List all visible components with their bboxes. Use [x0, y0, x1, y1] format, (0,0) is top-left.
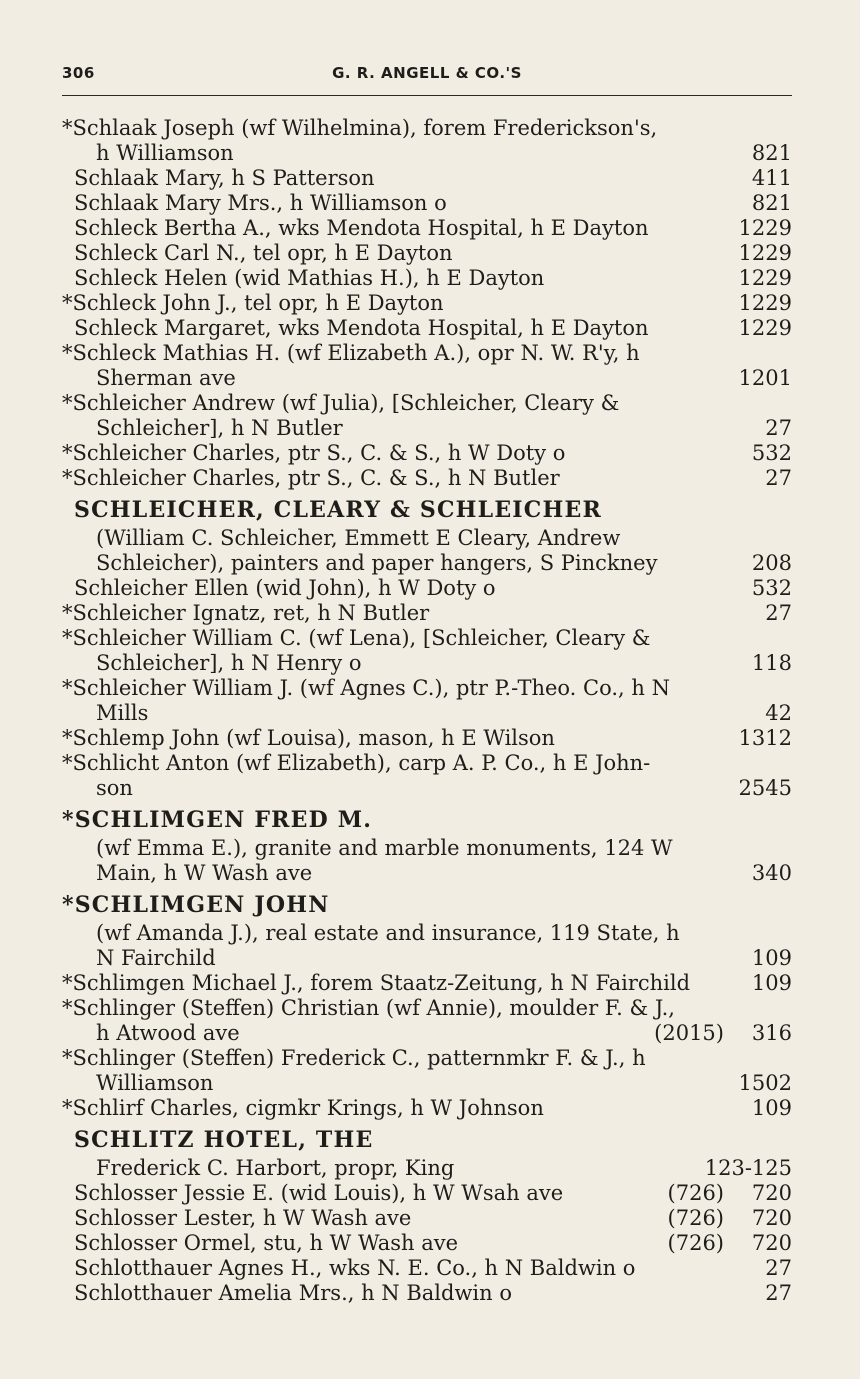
directory-entry	[62, 626, 792, 651]
entry-text: Schleck Carl N., tel opr, h E Dayton	[74, 241, 453, 265]
entry-number: 1229	[738, 241, 792, 265]
entry-number: 208	[751, 551, 792, 575]
directory-entry	[62, 191, 792, 216]
directory-entry	[62, 166, 792, 191]
page-header	[62, 64, 792, 86]
directory-entry	[62, 141, 792, 166]
page-number: 306	[62, 64, 95, 82]
entry-text: *Schlaak Joseph (wf Wilhelmina), forem Frederickson's,	[62, 116, 658, 140]
entry-number: 27	[765, 1256, 792, 1280]
directory-entry	[62, 391, 792, 416]
directory-entry	[62, 1281, 792, 1306]
entry-number: 1502	[738, 1071, 792, 1095]
directory-entry	[62, 726, 792, 751]
entry-number: 1229	[738, 291, 792, 315]
entry-phone: (726)	[667, 1231, 724, 1255]
entry-number: 720	[751, 1206, 792, 1230]
entry-text: *Schleicher Charles, ptr S., C. & S., h N Butler	[62, 466, 560, 490]
entry-text: Schlosser Jessie E. (wid Louis), h W Wsah ave	[74, 1181, 564, 1205]
directory-entry	[62, 1181, 792, 1206]
entry-text: Schleck Helen (wid Mathias H.), h E Dayton	[74, 266, 545, 290]
entry-number: 109	[751, 946, 792, 970]
entry-text: Schlosser Ormel, stu, h W Wash ave	[74, 1231, 459, 1255]
directory-entry	[62, 1046, 792, 1071]
entry-text: *Schleicher Charles, ptr S., C. & S., h W Doty o	[62, 441, 566, 465]
entry-text: Sherman ave	[96, 366, 236, 390]
directory-entry	[62, 1096, 792, 1121]
directory-entry	[62, 651, 792, 676]
entry-text: *Schlirf Charles, cigmkr Krings, h W Johnson	[62, 1096, 544, 1120]
entry-number: 109	[751, 971, 792, 995]
directory-entry	[62, 946, 792, 971]
entry-text: Schlaak Mary, h S Patterson	[74, 166, 375, 190]
entry-number: 1229	[738, 266, 792, 290]
directory-entry	[62, 861, 792, 886]
entry-text: Schleicher Ellen (wid John), h W Doty o	[74, 576, 496, 600]
entry-number: 1229	[738, 216, 792, 240]
entry-number: 316	[751, 1021, 792, 1045]
entry-text: Schleck Bertha A., wks Mendota Hospital, h E Dayton	[74, 216, 649, 240]
directory-entry	[62, 216, 792, 241]
entry-number: 123-125	[704, 1156, 792, 1180]
entry-text: (wf Amanda J.), real estate and insurance, 119 State, h	[96, 921, 680, 945]
entry-number: 411	[751, 166, 792, 190]
entry-text: *Schleck John J., tel opr, h E Dayton	[62, 291, 444, 315]
entry-text: *Schlinger (Steffen) Christian (wf Annie), moulder F. & J.,	[62, 996, 675, 1020]
directory-entry	[62, 1206, 792, 1231]
entry-number: 27	[765, 466, 792, 490]
entry-text: *Schlimgen Michael J., forem Staatz-Zeitung, h N Fairchild	[62, 971, 691, 995]
entry-phone: (726)	[667, 1181, 724, 1205]
entry-number: 118	[751, 651, 792, 675]
directory-entry	[62, 341, 792, 366]
entry-text: Main, h W Wash ave	[96, 861, 313, 885]
business-heading: *SCHLIMGEN FRED M.	[62, 807, 373, 833]
entry-text: *Schlemp John (wf Louisa), mason, h E Wilson	[62, 726, 555, 750]
entry-phone: (2015)	[654, 1021, 724, 1045]
entry-number: 720	[751, 1181, 792, 1205]
directory-entry	[62, 241, 792, 266]
entry-number: 27	[765, 416, 792, 440]
directory-entry	[62, 776, 792, 801]
header-rule	[62, 95, 792, 96]
entry-text: Frederick C. Harbort, propr, King	[96, 1156, 455, 1180]
entry-text: *Schleicher William C. (wf Lena), [Schleicher, Cleary &	[62, 626, 651, 650]
directory-entry	[62, 601, 792, 626]
entry-text: Williamson	[96, 1071, 214, 1095]
directory-entry	[62, 836, 792, 861]
entry-text: Schlaak Mary Mrs., h Williamson o	[74, 191, 447, 215]
entry-text: *Schlinger (Steffen) Frederick C., patternmkr F. & J., h	[62, 1046, 646, 1070]
directory-entry	[62, 116, 792, 141]
running-title: G. R. ANGELL & CO.'S	[332, 64, 522, 82]
entry-text: N Fairchild	[96, 946, 216, 970]
entry-number: 2545	[738, 776, 792, 800]
entry-text: son	[96, 776, 133, 800]
directory-entry	[62, 416, 792, 441]
directory-entry	[62, 1156, 792, 1181]
directory-entry	[62, 1071, 792, 1096]
entry-text: Schlotthauer Amelia Mrs., h N Baldwin o	[74, 1281, 512, 1305]
directory-entry	[62, 751, 792, 776]
entry-text: h Williamson	[96, 141, 234, 165]
entry-text: Schleck Margaret, wks Mendota Hospital, h E Dayton	[74, 316, 649, 340]
entry-number: 109	[751, 1096, 792, 1120]
entry-text: *Schleicher Ignatz, ret, h N Butler	[62, 601, 430, 625]
directory-entry	[62, 921, 792, 946]
directory-entry	[62, 266, 792, 291]
entry-text: Schleicher), painters and paper hangers, S Pinckney	[96, 551, 658, 575]
directory-entry	[62, 576, 792, 601]
business-heading: SCHLEICHER, CLEARY & SCHLEICHER	[74, 497, 602, 523]
entry-text: (wf Emma E.), granite and marble monuments, 124 W	[96, 836, 673, 860]
entry-number: 532	[751, 441, 792, 465]
directory-entry	[62, 1256, 792, 1281]
entry-number: 1229	[738, 316, 792, 340]
entry-number: 821	[751, 191, 792, 215]
directory-entry	[62, 466, 792, 491]
entry-text: Schleicher], h N Butler	[96, 416, 343, 440]
entry-text: *Schlicht Anton (wf Elizabeth), carp A. P. Co., h E John-	[62, 751, 651, 775]
entry-text: h Atwood ave	[96, 1021, 240, 1045]
entry-number: 27	[765, 1281, 792, 1305]
business-heading: SCHLITZ HOTEL, THE	[74, 1127, 374, 1153]
entry-number: 42	[765, 701, 792, 725]
directory-entry	[62, 1021, 792, 1046]
entry-text: Mills	[96, 701, 149, 725]
business-heading: *SCHLIMGEN JOHN	[62, 892, 330, 918]
entry-number: 1312	[738, 726, 792, 750]
directory-entry	[62, 996, 792, 1021]
entry-text: *Schleicher William J. (wf Agnes C.), ptr P.-Theo. Co., h N	[62, 676, 670, 700]
directory-entry	[62, 526, 792, 551]
entry-number: 532	[751, 576, 792, 600]
entry-number: 1201	[738, 366, 792, 390]
entry-number: 340	[751, 861, 792, 885]
entry-text: (William C. Schleicher, Emmett E Cleary, Andrew	[96, 526, 621, 550]
entry-text: Schlotthauer Agnes H., wks N. E. Co., h N Baldwin o	[74, 1256, 636, 1280]
entry-phone: (726)	[667, 1206, 724, 1230]
directory-entry	[62, 441, 792, 466]
entry-text: *Schleicher Andrew (wf Julia), [Schleicher, Cleary &	[62, 391, 620, 415]
entry-text: Schleicher], h N Henry o	[96, 651, 362, 675]
directory-listing	[62, 116, 792, 1306]
directory-entry	[62, 366, 792, 391]
directory-entry	[62, 551, 792, 576]
directory-entry	[62, 291, 792, 316]
directory-entry	[62, 1231, 792, 1256]
directory-entry	[62, 971, 792, 996]
entry-number: 821	[751, 141, 792, 165]
directory-entry	[62, 676, 792, 701]
entry-text: *Schleck Mathias H. (wf Elizabeth A.), opr N. W. R'y, h	[62, 341, 640, 365]
entry-number: 720	[751, 1231, 792, 1255]
entry-text: Schlosser Lester, h W Wash ave	[74, 1206, 412, 1230]
entry-number: 27	[765, 601, 792, 625]
directory-entry	[62, 701, 792, 726]
directory-entry	[62, 316, 792, 341]
